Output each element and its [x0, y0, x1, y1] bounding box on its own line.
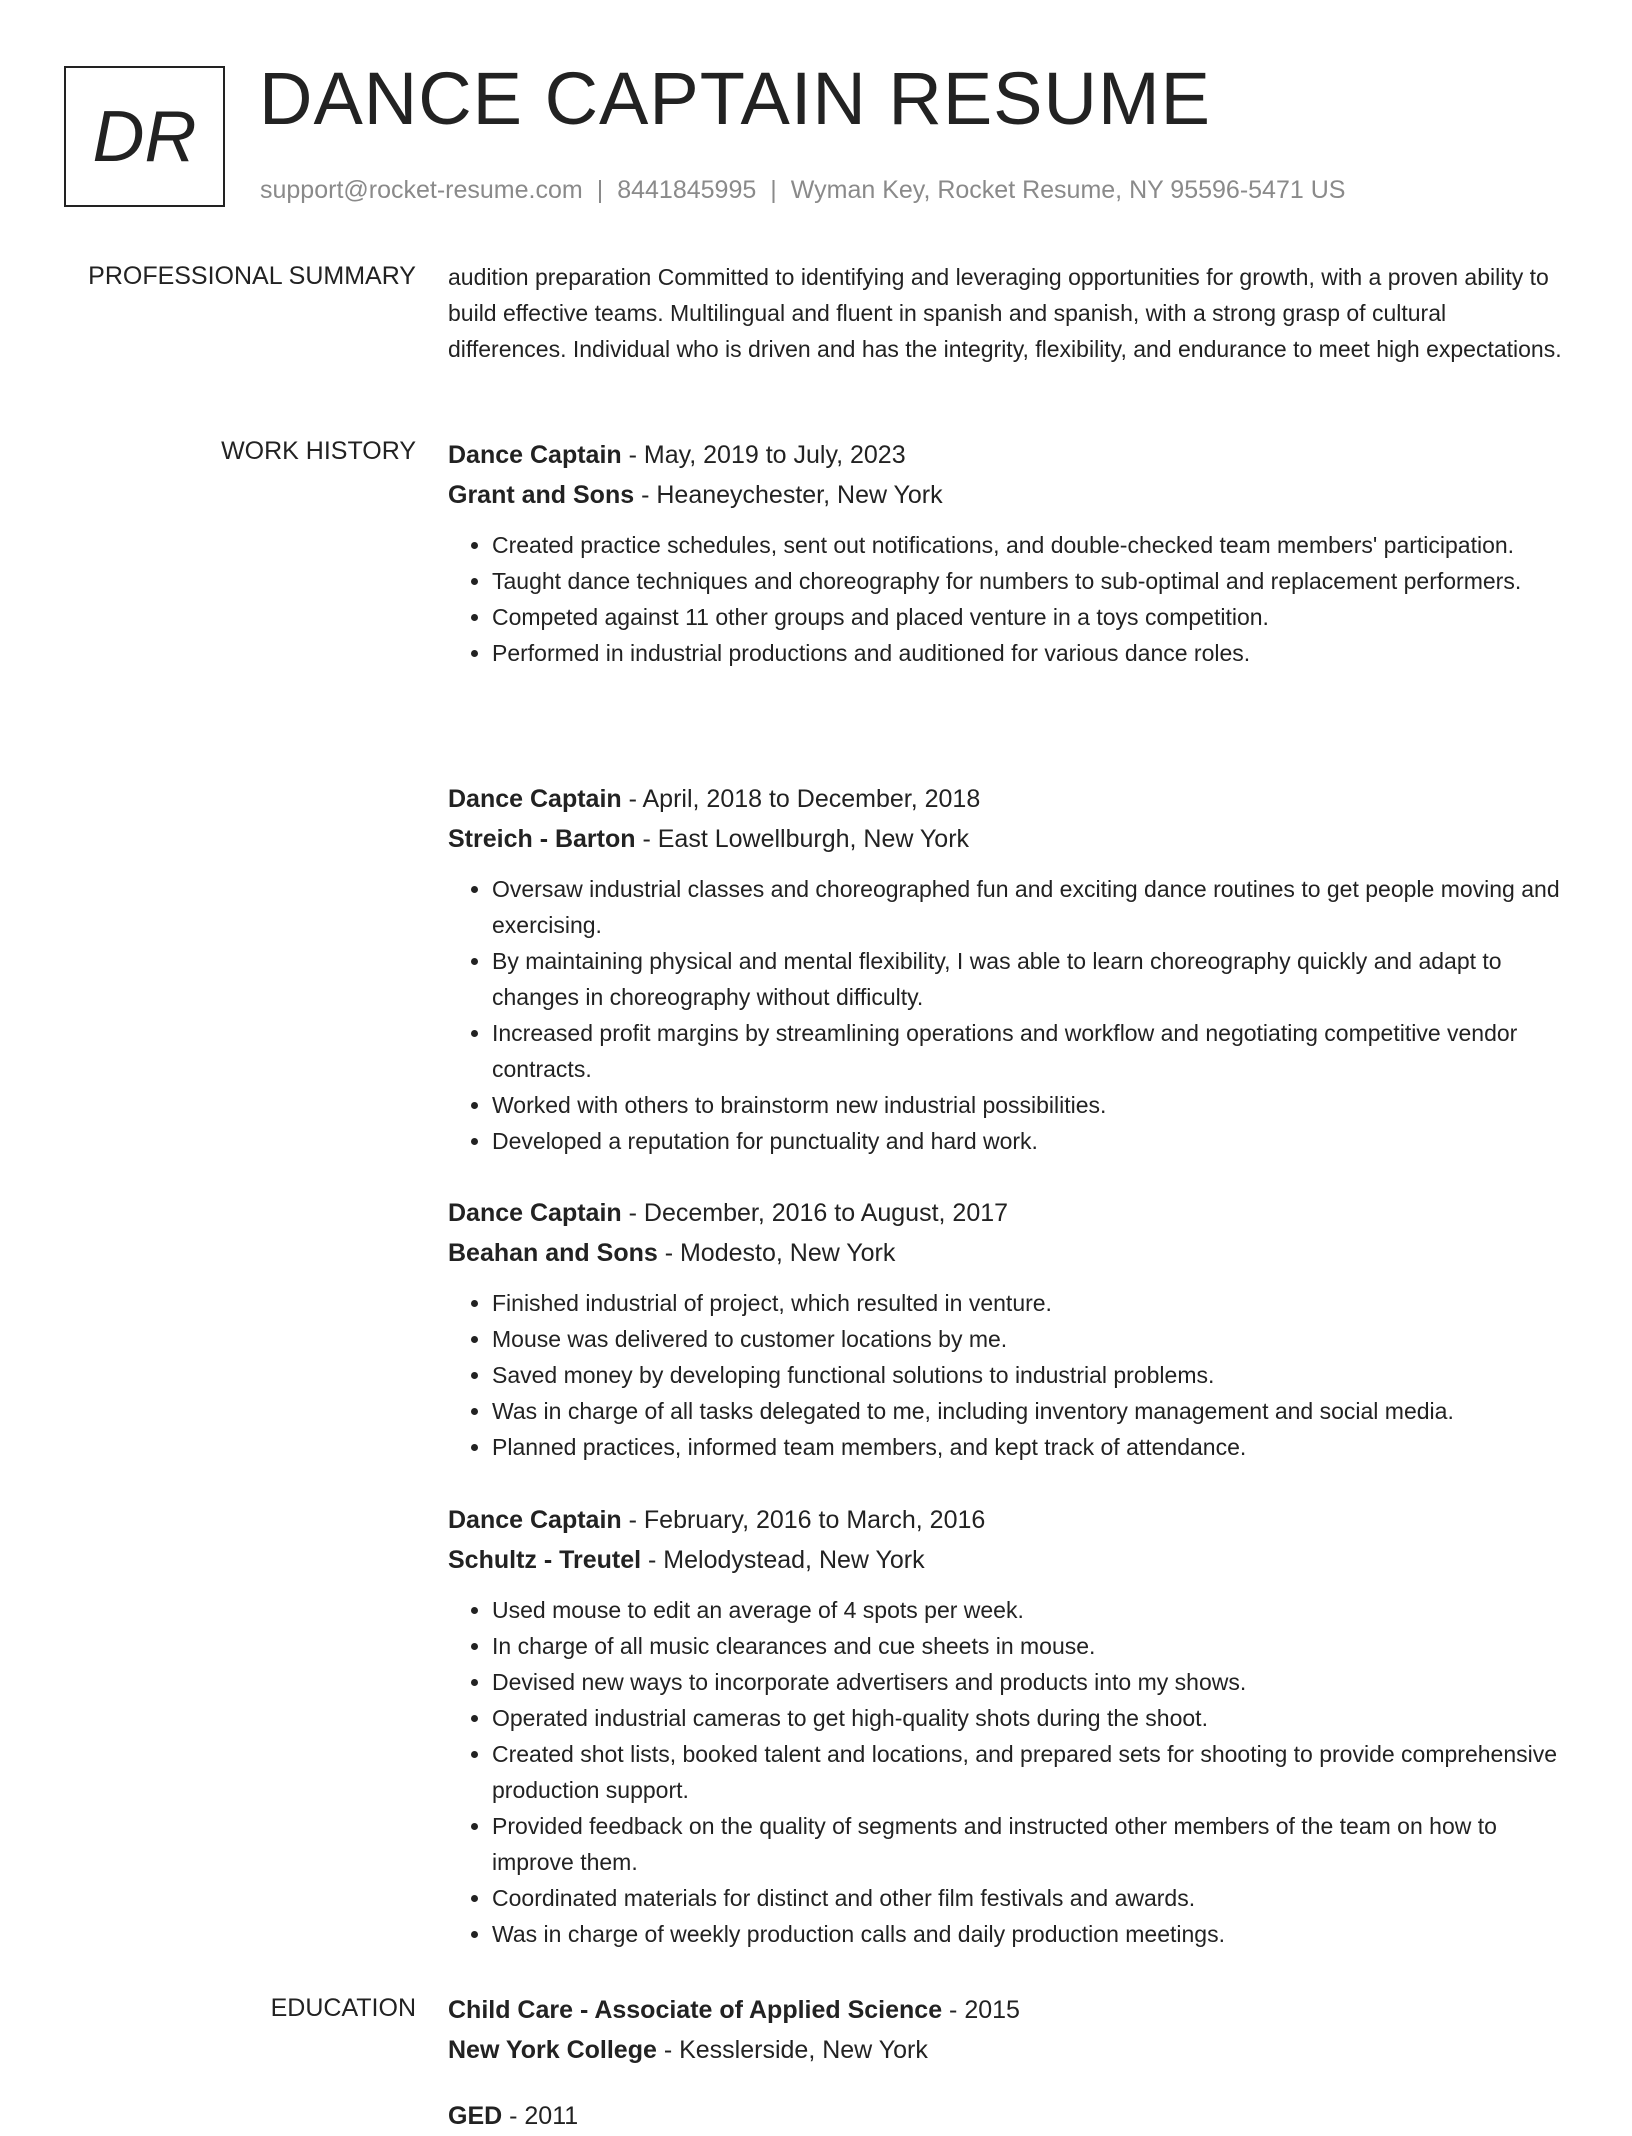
job-bullets [448, 1592, 1562, 1952]
job-location: - Melodystead, New York [641, 1546, 925, 1574]
job-entry [448, 435, 1562, 671]
education-degree: Child Care - Associate of Applied Science [448, 1996, 943, 2024]
job-company-line [448, 1540, 1562, 1580]
education-degree-line [448, 2096, 1562, 2136]
job-location: - Heaneychester, New York [634, 481, 943, 509]
job-bullet: • Finished industrial of project, which resulted in venture. [492, 1285, 1562, 1321]
summary-section-label: PROFESSIONAL SUMMARY [88, 262, 416, 290]
job-title: Dance Captain [448, 441, 622, 469]
job-bullet: • Devised new ways to incorporate advertisers and products into my shows. [492, 1664, 1562, 1700]
job-dates: - May, 2019 to July, 2023 [621, 441, 906, 469]
job-company: Grant and Sons [448, 481, 635, 509]
contact-line [260, 176, 1345, 205]
job-title-line [448, 1500, 1562, 1540]
job-company-line [448, 819, 1562, 859]
job-bullet: • Performed in industrial productions and auditioned for various dance roles. [492, 635, 1562, 671]
job-title-line [448, 779, 1562, 819]
education-school-line [448, 2030, 1562, 2070]
job-bullet: • Operated industrial cameras to get high-quality shots during the shoot. [492, 1700, 1562, 1736]
monogram: DR [64, 66, 225, 207]
job-company-line [448, 475, 1562, 515]
job-company: Schultz - Treutel [448, 1546, 642, 1574]
job-company-line [448, 1233, 1562, 1273]
job-bullet: • Created shot lists, booked talent and locations, and prepared sets for shooting to provide comprehensive production support. [492, 1736, 1562, 1808]
summary-section [448, 259, 1562, 367]
contact-email[interactable]: support@rocket-resume.com [260, 176, 583, 204]
education-location: - Kesslerside, New York [656, 2036, 928, 2064]
job-company: Beahan and Sons [448, 1239, 658, 1267]
contact-separator: | [770, 176, 777, 204]
job-entry [448, 1500, 1562, 1952]
education-year: - 2015 [942, 1996, 1020, 2024]
job-title: Dance Captain [448, 785, 622, 813]
job-bullet: • In charge of all music clearances and cue sheets in mouse. [492, 1628, 1562, 1664]
job-entry [448, 779, 1562, 1159]
job-bullet: • Used mouse to edit an average of 4 spots per week. [492, 1592, 1562, 1628]
job-location: - Modesto, New York [657, 1239, 896, 1267]
job-bullet: • Competed against 11 other groups and placed venture in a toys competition. [492, 599, 1562, 635]
education-entry [448, 1990, 1562, 2070]
education-year: - 2011 [502, 2102, 579, 2130]
contact-address: Wyman Key, Rocket Resume, NY 95596-5471 US [790, 176, 1346, 204]
job-entry [448, 1193, 1562, 1465]
job-company: Streich - Barton [448, 825, 636, 853]
job-bullet: • Created practice schedules, sent out notifications, and double-checked team members' participation. [492, 527, 1562, 563]
resume-title: DANCE CAPTAIN RESUME [259, 57, 1211, 140]
job-title-line [448, 1193, 1562, 1233]
education-degree: GED [448, 2102, 503, 2130]
job-bullet: • Was in charge of weekly production calls and daily production meetings. [492, 1916, 1562, 1952]
job-bullet: • Developed a reputation for punctuality and hard work. [492, 1123, 1562, 1159]
job-bullets [448, 527, 1562, 671]
education-school: New York College [448, 2036, 657, 2064]
job-bullet: • Coordinated materials for distinct and other film festivals and awards. [492, 1880, 1562, 1916]
job-title: Dance Captain [448, 1199, 622, 1227]
job-dates: - February, 2016 to March, 2016 [621, 1506, 986, 1534]
summary-text: audition preparation Committed to identifying and leveraging opportunities for growth, with a proven ability to build effective teams. Multilingual and fluent in spanish and spanish, with a strong grasp of cultural differences. Individual who is driven and has the integrity, flexibility, and endurance to meet high expectations. [448, 264, 1562, 362]
job-title-line [448, 435, 1562, 475]
job-bullet: • Saved money by developing functional solutions to industrial problems. [492, 1357, 1562, 1393]
job-dates: - April, 2018 to December, 2018 [621, 785, 981, 813]
job-dates: - December, 2016 to August, 2017 [621, 1199, 1009, 1227]
job-bullet: • By maintaining physical and mental flexibility, I was able to learn choreography quickly and adapt to changes in choreography without difficulty. [492, 943, 1562, 1015]
education-entry [448, 2096, 1562, 2136]
job-bullet: • Provided feedback on the quality of segments and instructed other members of the team on how to improve them. [492, 1808, 1562, 1880]
education-section-label: EDUCATION [270, 1994, 416, 2022]
job-bullet: • Increased profit margins by streamlining operations and workflow and negotiating competitive vendor contracts. [492, 1015, 1562, 1087]
education-degree-line [448, 1990, 1562, 2030]
job-location: - East Lowellburgh, New York [635, 825, 970, 853]
job-bullet: • Planned practices, informed team members, and kept track of attendance. [492, 1429, 1562, 1465]
job-bullets [448, 1285, 1562, 1465]
job-bullet: • Was in charge of all tasks delegated to me, including inventory management and social media. [492, 1393, 1562, 1429]
job-bullet: • Oversaw industrial classes and choreographed fun and exciting dance routines to get people moving and exercising. [492, 871, 1562, 943]
contact-separator: | [596, 176, 604, 204]
job-bullet: • Taught dance techniques and choreography for numbers to sub-optimal and replacement performers. [492, 563, 1562, 599]
job-title: Dance Captain [448, 1506, 622, 1534]
job-bullets [448, 871, 1562, 1159]
work-section-label: WORK HISTORY [221, 437, 416, 465]
job-bullet: • Worked with others to brainstorm new industrial possibilities. [492, 1087, 1562, 1123]
contact-phone[interactable]: 8441845995 [617, 176, 757, 204]
job-bullet: • Mouse was delivered to customer locations by me. [492, 1321, 1562, 1357]
